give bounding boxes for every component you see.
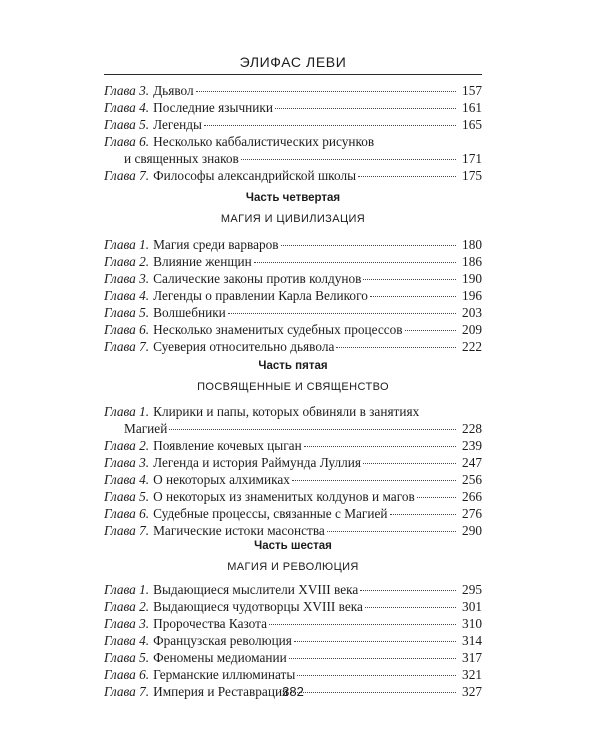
toc-entry[interactable] (104, 488, 482, 505)
chapter-title: О некоторых из знаменитых колдунов и магов (153, 489, 415, 504)
chapter-label: Глава 5. (104, 650, 150, 665)
page-number: 196 (462, 288, 482, 303)
chapter-label: Глава 1. (104, 404, 150, 419)
dot-leader (370, 296, 456, 297)
chapter-title: Выдающиеся мыслители XVIII века (153, 582, 359, 597)
chapter-title: Пророчества Казота (153, 616, 268, 631)
chapter-label: Глава 1. (104, 582, 150, 597)
part-name: Часть шестая (254, 540, 332, 552)
dot-leader (365, 607, 456, 608)
toc-entry[interactable] (104, 598, 482, 615)
page-number-footer: 382 (282, 684, 304, 699)
chapter-label: Глава 2. (104, 438, 150, 453)
toc-block-part3 (104, 82, 482, 184)
dot-leader (289, 658, 456, 659)
page-number: 327 (462, 684, 482, 699)
toc-entry[interactable] (104, 99, 482, 116)
dot-leader (254, 262, 456, 263)
chapter-title-continued: и священных знаков (124, 151, 239, 166)
toc-entry[interactable] (104, 632, 482, 649)
page-number: 161 (462, 100, 482, 115)
chapter-label: Глава 2. (104, 599, 150, 614)
page-number: 321 (462, 667, 482, 682)
part-heading (104, 538, 482, 575)
dot-leader (363, 279, 456, 280)
toc-entry[interactable] (104, 581, 482, 598)
toc-entry[interactable] (104, 304, 482, 321)
dot-leader (292, 480, 456, 481)
dot-leader (281, 245, 456, 246)
toc-entry[interactable] (104, 338, 482, 355)
page-number: 266 (462, 489, 482, 504)
toc-entry[interactable] (104, 287, 482, 304)
chapter-label: Глава 4. (104, 633, 150, 648)
toc-entry[interactable] (104, 666, 482, 683)
chapter-title: Несколько каббалистических рисунков (153, 134, 375, 149)
toc-block-part5 (104, 403, 482, 539)
chapter-title: О некоторых алхимиках (153, 472, 290, 487)
page-number: 171 (462, 151, 482, 166)
page-number: 310 (462, 616, 482, 631)
page-number: 314 (462, 633, 482, 648)
chapter-label: Глава 7. (104, 339, 150, 354)
page-number: 317 (462, 650, 482, 665)
chapter-title: Волшебники (153, 305, 226, 320)
toc-entry[interactable] (104, 133, 482, 150)
toc-entry[interactable] (104, 236, 482, 253)
chapter-label: Глава 2. (104, 254, 150, 269)
dot-leader (169, 429, 456, 430)
dot-leader (360, 590, 456, 591)
chapter-title: Магия среди варваров (153, 237, 279, 252)
page-number: 256 (462, 472, 482, 487)
chapter-title: Последние язычники (153, 100, 273, 115)
page-number: 157 (462, 83, 482, 98)
chapter-title: Легенда и история Раймунда Луллия (153, 455, 361, 470)
toc-entry[interactable] (104, 270, 482, 287)
chapter-title: Легенды о правлении Карла Великого (153, 288, 368, 303)
toc-entry-continuation[interactable] (104, 420, 482, 437)
chapter-title: Судебные процессы, связанные с Магией (153, 506, 388, 521)
chapter-label: Глава 3. (104, 271, 150, 286)
chapter-title: Французская революция (153, 633, 292, 648)
chapter-label: Глава 7. (104, 168, 150, 183)
chapter-title: Империя и Реставрация (153, 684, 289, 699)
chapter-label: Глава 4. (104, 100, 150, 115)
toc-entry[interactable] (104, 82, 482, 99)
page-number: 209 (462, 322, 482, 337)
chapter-label: Глава 5. (104, 489, 150, 504)
dot-leader (405, 330, 456, 331)
dot-leader (269, 624, 456, 625)
chapter-label: Глава 7. (104, 523, 150, 538)
toc-entry[interactable] (104, 167, 482, 184)
chapter-title: Выдающиеся чудотворцы XVIII века (153, 599, 363, 614)
chapter-title-continued: Магией (124, 421, 168, 436)
part-name: Часть пятая (258, 360, 328, 372)
toc-entry[interactable] (104, 403, 482, 420)
page-number: 222 (462, 339, 482, 354)
chapter-title: Германские иллюминаты (153, 667, 296, 682)
toc-entry[interactable] (104, 454, 482, 471)
chapter-label: Глава 4. (104, 472, 150, 487)
page-number: 203 (462, 305, 482, 320)
chapter-title: Философы александрийской школы (153, 168, 357, 183)
page-number: 239 (462, 438, 482, 453)
dot-leader (358, 176, 456, 177)
toc-block-part6 (104, 581, 482, 700)
dot-leader (390, 514, 456, 515)
chapter-label: Глава 5. (104, 117, 150, 132)
chapter-title: Появление кочевых цыган (153, 438, 302, 453)
chapter-label: Глава 4. (104, 288, 150, 303)
page-number: 175 (462, 168, 482, 183)
part-title: ПОСВЯЩЕННЫЕ И СВЯЩЕНСТВО (197, 381, 389, 393)
dot-leader (275, 108, 456, 109)
chapter-label: Глава 1. (104, 237, 150, 252)
running-header: ЭЛИФАС ЛЕВИ (239, 54, 347, 70)
page-number: 165 (462, 117, 482, 132)
toc-entry[interactable] (104, 321, 482, 338)
chapter-title: Дьявол (153, 83, 194, 98)
dot-leader (304, 446, 456, 447)
part-heading (104, 358, 482, 395)
chapter-label: Глава 5. (104, 305, 150, 320)
part-name: Часть четвертая (245, 192, 341, 204)
page-number: 301 (462, 599, 482, 614)
part-title: МАГИЯ И ЦИВИЛИЗАЦИЯ (220, 213, 366, 225)
dot-leader (196, 91, 456, 92)
chapter-title: Феномены медиомании (153, 650, 287, 665)
toc-entry-continuation[interactable] (104, 150, 482, 167)
chapter-label: Глава 7. (104, 684, 150, 699)
dot-leader (327, 531, 456, 532)
toc-entry[interactable] (104, 437, 482, 454)
part-title: МАГИЯ И РЕВОЛЮЦИЯ (227, 561, 359, 573)
chapter-title: Клирики и папы, которых обвиняли в занятиях (153, 404, 420, 419)
chapter-label: Глава 3. (104, 455, 150, 470)
chapter-label: Глава 6. (104, 667, 150, 682)
chapter-title: Влияние женщин (153, 254, 252, 269)
chapter-label: Глава 3. (104, 616, 150, 631)
part-heading (104, 190, 482, 227)
chapter-title: Салические законы против колдунов (153, 271, 362, 286)
dot-leader (294, 641, 456, 642)
dot-leader (336, 347, 456, 348)
chapter-label: Глава 6. (104, 134, 150, 149)
dot-leader (204, 125, 456, 126)
page-number: 276 (462, 506, 482, 521)
chapter-title: Легенды (153, 117, 202, 132)
page-number: 247 (462, 455, 482, 470)
page-number: 180 (462, 237, 482, 252)
toc-entry[interactable] (104, 116, 482, 133)
toc-entry[interactable] (104, 253, 482, 270)
page-number: 186 (462, 254, 482, 269)
dot-leader (363, 463, 456, 464)
chapter-label: Глава 6. (104, 322, 150, 337)
page-number: 190 (462, 271, 482, 286)
toc-entry[interactable] (104, 505, 482, 522)
chapter-label: Глава 6. (104, 506, 150, 521)
toc-entry[interactable] (104, 649, 482, 666)
chapter-title: Суеверия относительно дьявола (153, 339, 335, 354)
toc-entry[interactable] (104, 522, 482, 539)
toc-entry[interactable] (104, 615, 482, 632)
page-number: 295 (462, 582, 482, 597)
chapter-title: Несколько знаменитых судебных процессов (153, 322, 403, 337)
dot-leader (241, 159, 456, 160)
dot-leader (228, 313, 456, 314)
header-rule (104, 74, 482, 75)
dot-leader (297, 675, 456, 676)
toc-block-part4 (104, 236, 482, 355)
chapter-title: Магические истоки масонства (153, 523, 325, 538)
page-number: 228 (462, 421, 482, 436)
chapter-label: Глава 3. (104, 83, 150, 98)
toc-entry[interactable] (104, 471, 482, 488)
page-number: 290 (462, 523, 482, 538)
dot-leader (417, 497, 456, 498)
